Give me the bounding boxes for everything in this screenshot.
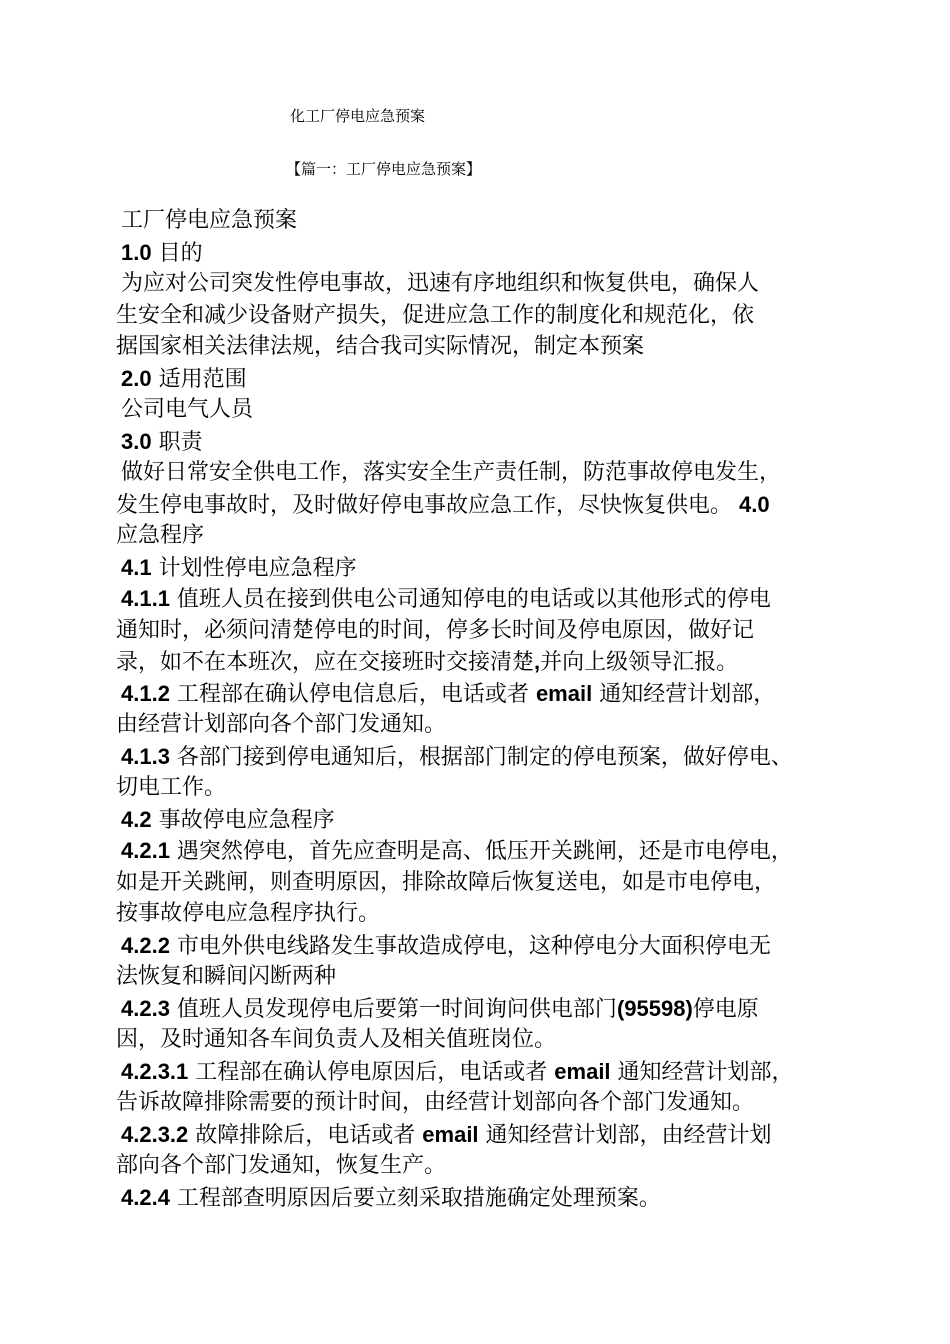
section-4-2-3-1-text-1c: 通知经营计划部， <box>610 1059 794 1085</box>
section-2-title: 适用范围 <box>151 366 247 392</box>
section-4-2-1-text-1: 遇突然停电，首先应查明是高、低压开关跳闸，还是市电停电， <box>169 839 793 864</box>
section-4-1-number: 4.1 <box>121 554 152 580</box>
section-4-2-3-1-text-1a: 工程部在确认停电原因后，电话或者 <box>188 1059 555 1085</box>
section-4-2-1-line-3: 按事故停电应急程序执行。 <box>116 901 381 926</box>
section-4-2-heading <box>116 804 856 836</box>
main-heading: 工厂停电应急预案 <box>121 208 298 233</box>
section-4-1-1-text-3c: 并向上级领导汇报。 <box>540 650 739 675</box>
section-3-paragraph-line-1: 做好日常安全供电工作，落实安全生产责任制，防范事故停电发生， <box>121 460 782 485</box>
section-4-2-3-phone: (95598) <box>616 995 693 1021</box>
section-4-1-3-line-1 <box>116 741 856 773</box>
section-1-paragraph-line-1: 为应对公司突发性停电事故，迅速有序地组织和恢复供电，确保人 <box>121 271 760 296</box>
section-4-1-3-text-1: 各部门接到停电通知后，根据部门制定的停电预案，做好停电、 <box>169 744 793 770</box>
section-4-2-3-2-line-2: 部向各个部门发通知，恢复生产。 <box>116 1153 447 1178</box>
section-4-2-3-1-email: email <box>554 1058 611 1084</box>
section-4-2-3-2-text-1a: 故障排除后，电话或者 <box>188 1122 423 1148</box>
section-4-1-1-comma: , <box>534 649 541 674</box>
section-4-1-1-line-2: 通知时，必须问清楚停电的时间，停多长时间及停电原因，做好记 <box>116 617 755 643</box>
section-4-title: 应急程序 <box>116 523 205 548</box>
section-2-paragraph: 公司电气人员 <box>121 397 254 422</box>
section-4-2-4-number: 4.2.4 <box>121 1184 170 1210</box>
section-1-paragraph-line-2: 生安全和减少设备财产损失，促进应急工作的制度化和规范化，依 <box>116 302 755 328</box>
section-4-1-2-line-1 <box>116 678 856 710</box>
section-4-2-title: 事故停电应急程序 <box>151 807 335 833</box>
section-4-1-1-text-3a: 录，如不在本班次，应在交接班时交接清楚 <box>116 650 535 675</box>
section-4-2-4-line-1 <box>116 1182 856 1214</box>
section-4-2-4-text-1: 工程部查明原因后要立刻采取措施确定处理预案。 <box>169 1185 661 1211</box>
document-subtitle: 【篇一：工厂停电应急预案】 <box>286 160 482 178</box>
section-4-1-2-email: email <box>535 680 593 706</box>
section-4-2-3-2-email: email <box>422 1121 479 1147</box>
section-2-number: 2.0 <box>121 365 152 391</box>
section-4-1-1-text-1: 值班人员在接到供电公司通知停电的电话或以其他形式的停电 <box>169 587 771 612</box>
section-4-1-2-number: 4.1.2 <box>121 680 170 706</box>
section-4-2-1-number: 4.2.1 <box>121 838 170 863</box>
section-3-heading <box>116 426 856 458</box>
section-4-2-3-1-line-2: 告诉故障排除需要的预计时间，由经营计划部向各个部门发通知。 <box>116 1090 755 1115</box>
section-4-1-1-line-3 <box>116 646 856 678</box>
section-4-2-2-number: 4.2.2 <box>121 932 170 958</box>
section-4-2-3-line-1 <box>116 993 856 1025</box>
section-4-2-3-1-number: 4.2.3.1 <box>121 1058 189 1084</box>
section-4-2-2-line-2: 法恢复和瞬间闪断两种 <box>116 964 337 989</box>
section-4-2-3-2-line-1 <box>116 1119 856 1151</box>
section-4-2-3-2-number: 4.2.3.2 <box>121 1121 189 1147</box>
document-title: 化工厂停电应急预案 <box>290 107 426 125</box>
section-3-number: 3.0 <box>121 428 152 454</box>
section-4-1-heading <box>116 552 856 584</box>
section-4-2-3-text-1a: 值班人员发现停电后要第一时间询问供电部门 <box>169 996 617 1022</box>
section-4-2-3-2-text-1c: 通知经营计划部，由经营计划 <box>478 1122 772 1148</box>
section-4-1-3-number: 4.1.3 <box>121 743 170 769</box>
section-1-heading <box>116 237 856 269</box>
section-1-title: 目的 <box>151 240 203 266</box>
section-3-paragraph-text: 发生停电事故时，及时做好停电事故应急工作，尽快恢复供电。 <box>116 492 739 518</box>
section-4-1-1-number: 4.1.1 <box>121 586 170 611</box>
section-4-2-3-number: 4.2.3 <box>121 995 170 1021</box>
section-4-2-2-line-1 <box>116 930 856 962</box>
section-4-number: 4.0 <box>739 491 770 517</box>
section-1-number: 1.0 <box>121 239 152 265</box>
section-4-1-2-text-1a: 工程部在确认停电信息后，电话或者 <box>169 681 536 707</box>
section-4-2-3-line-2: 因，及时通知各车间负责人及相关值班岗位。 <box>116 1027 557 1052</box>
section-4-2-number: 4.2 <box>121 806 152 832</box>
section-2-heading <box>116 363 856 395</box>
section-4-1-3-line-2: 切电工作。 <box>116 775 227 800</box>
section-4-1-2-line-2: 由经营计划部向各个部门发通知。 <box>116 712 447 737</box>
section-4-1-1-line-1 <box>116 583 856 615</box>
section-4-2-3-1-line-1 <box>116 1056 856 1088</box>
section-1-paragraph-line-3: 据国家相关法律法规，结合我司实际情况，制定本预案 <box>116 334 645 359</box>
section-4-2-1-line-2: 如是开关跳闸，则查明原因，排除故障后恢复送电，如是市电停电， <box>116 869 777 895</box>
section-4-1-title: 计划性停电应急程序 <box>151 555 357 581</box>
section-4-2-3-text-1c: 停电原 <box>692 996 759 1022</box>
section-3-paragraph-line-2 <box>116 489 856 521</box>
section-4-1-2-text-1c: 通知经营计划部， <box>592 681 776 707</box>
document-body <box>116 205 856 1213</box>
section-3-title: 职责 <box>151 429 203 455</box>
section-4-2-1-line-1 <box>116 835 856 867</box>
section-4-2-2-text-1: 市电外供电线路发生事故造成停电，这种停电分大面积停电无 <box>169 933 771 959</box>
